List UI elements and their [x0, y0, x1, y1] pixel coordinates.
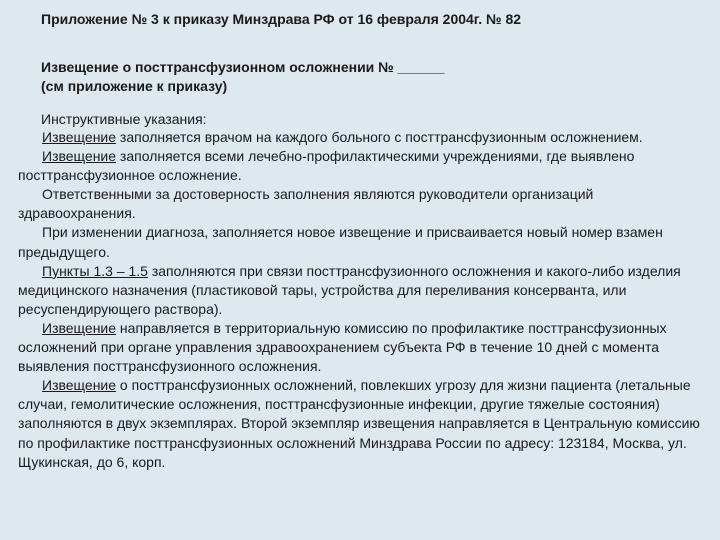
order-title: Приложение № 3 к приказу Минздрава РФ от 16 февраля 2004г. № 82 [41, 11, 522, 27]
instruction-paragraph-4 [18, 223, 708, 261]
instruction-link[interactable]: Пункты 1.3 – 1.5 [42, 262, 148, 279]
instruction-link[interactable]: Извещение [42, 148, 117, 165]
instruction-text: заполняется всеми лечебно-профилактическими учреждениями, где выявлено посттрансфузионное осложнение. [18, 148, 635, 184]
instruction-paragraph-3 [18, 185, 708, 223]
instruction-paragraph-2 [18, 147, 708, 185]
notice-subtitle: (см приложение к приказу) [41, 78, 228, 94]
instruction-paragraph-6 [18, 319, 708, 376]
instruction-text: о посттрансфузионных осложнений, повлекших угрозу для жизни пациента (летальные случаи, гемолитические осложнения, посттрансфузионные инфекции, другие тяжелые состояния) заполняются в двух экземплярах. Второй экземпляр извещения направляется в Центральную комиссию по профилактике посттрансфузионных осложнений Минздрава России по адресу: 123184, Москва, ул. Щукинская, до 6, корп. [18, 377, 700, 470]
instructions-title: Инструктивные указания: [41, 111, 207, 127]
instruction-paragraph-5 [18, 262, 708, 319]
instruction-text: заполняется врачом на каждого больного с посттрансфузионным осложнением. [116, 129, 643, 145]
instruction-paragraph-7 [18, 376, 708, 471]
notice-title: Извещение о посттрансфузионном осложнении № ______ [41, 59, 445, 75]
instruction-link[interactable]: Извещение [42, 129, 117, 145]
instruction-link[interactable]: Извещение [42, 319, 117, 336]
instruction-text: направляется в территориальную комиссию по профилактике посттрансфузионных осложнений при органе управления здравоохранением субъекта РФ в течение 10 дней с момента выявления посттрансфузионного осложнения. [18, 319, 667, 375]
instruction-link[interactable]: Извещение [42, 377, 117, 394]
instruction-text: При изменении диагноза, заполняется новое извещение и присваивается новый номер взамен предыдущего. [18, 224, 663, 260]
instruction-text: Ответственными за достоверность заполнения являются руководители организаций здравоохранения. [18, 186, 594, 222]
instructions-body [18, 128, 708, 472]
instruction-text: заполняются при связи посттрансфузионного осложнения и какого-либо изделия медицинского назначения (пластиковой тары, устройства для переливания консерванта, или ресуспендирующего раствора). [18, 262, 681, 317]
instruction-paragraph-1 [18, 128, 708, 147]
